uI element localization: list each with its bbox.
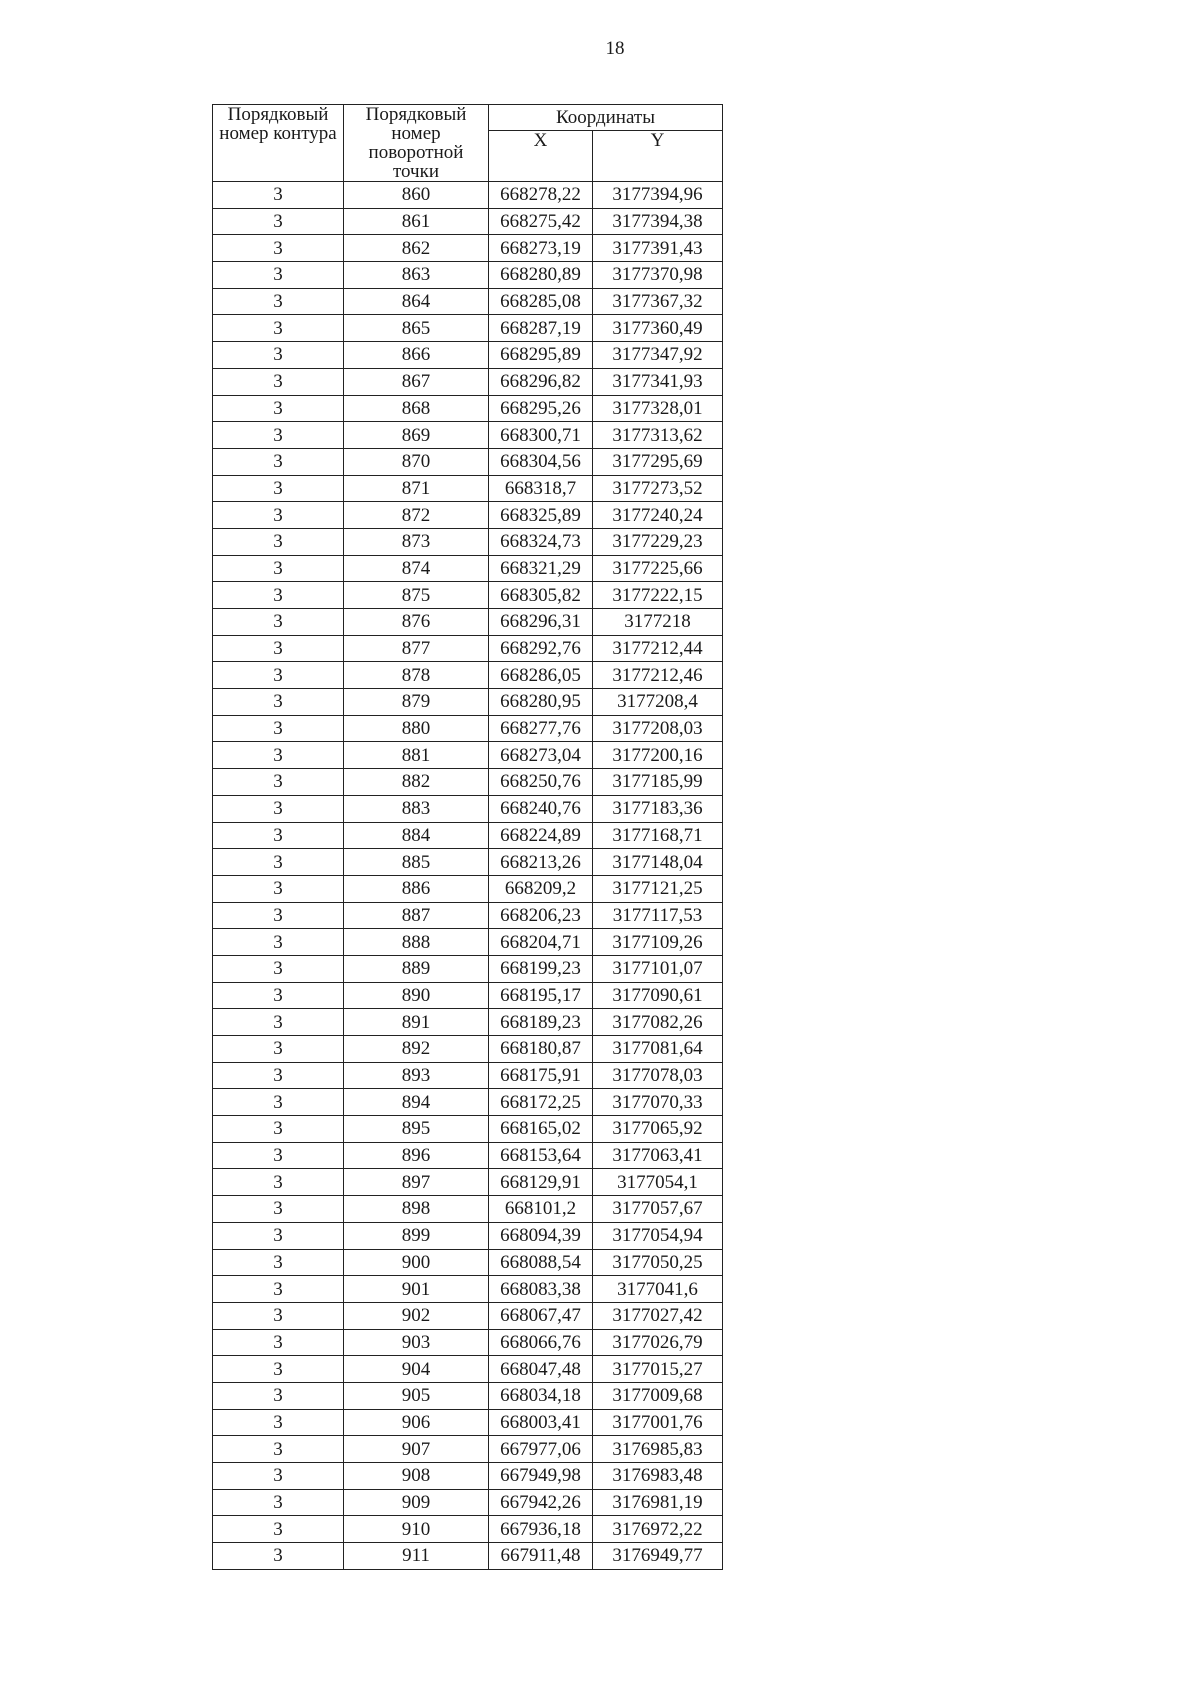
cell-contour: 3 — [213, 368, 344, 395]
cell-contour: 3 — [213, 1169, 344, 1196]
cell-contour: 3 — [213, 422, 344, 449]
cell-contour: 3 — [213, 1543, 344, 1570]
cell-y: 3177218 — [593, 609, 723, 636]
cell-y: 3177200,16 — [593, 742, 723, 769]
cell-contour: 3 — [213, 208, 344, 235]
cell-point: 892 — [344, 1036, 489, 1063]
cell-contour: 3 — [213, 902, 344, 929]
header-contour-number — [213, 105, 344, 182]
table-row — [213, 1516, 723, 1543]
cell-y: 3177078,03 — [593, 1062, 723, 1089]
cell-point: 881 — [344, 742, 489, 769]
cell-y: 3177208,03 — [593, 715, 723, 742]
cell-contour: 3 — [213, 1489, 344, 1516]
cell-contour: 3 — [213, 742, 344, 769]
cell-contour: 3 — [213, 609, 344, 636]
table-row — [213, 235, 723, 262]
cell-y: 3177341,93 — [593, 368, 723, 395]
cell-point: 875 — [344, 582, 489, 609]
cell-x: 668273,04 — [489, 742, 593, 769]
cell-point: 880 — [344, 715, 489, 742]
cell-y: 3177222,15 — [593, 582, 723, 609]
cell-y: 3177391,43 — [593, 235, 723, 262]
cell-point: 895 — [344, 1116, 489, 1143]
cell-x: 668304,56 — [489, 448, 593, 475]
cell-point: 896 — [344, 1142, 489, 1169]
cell-y: 3177026,79 — [593, 1329, 723, 1356]
cell-contour: 3 — [213, 849, 344, 876]
cell-x: 668094,39 — [489, 1222, 593, 1249]
cell-y: 3177054,94 — [593, 1222, 723, 1249]
cell-y: 3177057,67 — [593, 1196, 723, 1223]
cell-x: 668325,89 — [489, 502, 593, 529]
cell-x: 668280,95 — [489, 689, 593, 716]
cell-x: 668292,76 — [489, 635, 593, 662]
cell-x: 668286,05 — [489, 662, 593, 689]
cell-x: 668204,71 — [489, 929, 593, 956]
table-row — [213, 208, 723, 235]
cell-contour: 3 — [213, 395, 344, 422]
cell-point: 908 — [344, 1463, 489, 1490]
cell-contour: 3 — [213, 1436, 344, 1463]
table-row — [213, 769, 723, 796]
table-row — [213, 1036, 723, 1063]
cell-x: 667936,18 — [489, 1516, 593, 1543]
coordinates-table — [212, 104, 723, 1570]
table-row — [213, 1062, 723, 1089]
table-row — [213, 1169, 723, 1196]
cell-y: 3176985,83 — [593, 1436, 723, 1463]
cell-contour: 3 — [213, 342, 344, 369]
cell-y: 3177121,25 — [593, 875, 723, 902]
table-row — [213, 1543, 723, 1570]
cell-x: 668172,25 — [489, 1089, 593, 1116]
cell-y: 3177370,98 — [593, 262, 723, 289]
cell-x: 668250,76 — [489, 769, 593, 796]
table-row — [213, 1302, 723, 1329]
table-row — [213, 635, 723, 662]
cell-y: 3177063,41 — [593, 1142, 723, 1169]
cell-contour: 3 — [213, 1089, 344, 1116]
cell-contour: 3 — [213, 795, 344, 822]
header-coordinates: Координаты — [489, 105, 723, 131]
cell-x: 668275,42 — [489, 208, 593, 235]
cell-point: 877 — [344, 635, 489, 662]
cell-contour: 3 — [213, 875, 344, 902]
cell-y: 3177009,68 — [593, 1382, 723, 1409]
cell-point: 884 — [344, 822, 489, 849]
cell-x: 668295,26 — [489, 395, 593, 422]
table-row — [213, 315, 723, 342]
cell-y: 3177070,33 — [593, 1089, 723, 1116]
table-row — [213, 555, 723, 582]
cell-contour: 3 — [213, 1062, 344, 1089]
table-row — [213, 1142, 723, 1169]
cell-point: 887 — [344, 902, 489, 929]
cell-x: 668153,64 — [489, 1142, 593, 1169]
table-row — [213, 182, 723, 209]
cell-contour: 3 — [213, 635, 344, 662]
table-row — [213, 1489, 723, 1516]
cell-contour: 3 — [213, 528, 344, 555]
table-header — [213, 105, 723, 182]
cell-point: 861 — [344, 208, 489, 235]
cell-contour: 3 — [213, 582, 344, 609]
cell-contour: 3 — [213, 262, 344, 289]
cell-point: 897 — [344, 1169, 489, 1196]
cell-point: 890 — [344, 982, 489, 1009]
cell-y: 3177295,69 — [593, 448, 723, 475]
cell-contour: 3 — [213, 1196, 344, 1223]
cell-point: 869 — [344, 422, 489, 449]
cell-contour: 3 — [213, 1142, 344, 1169]
table-row — [213, 502, 723, 529]
cell-contour: 3 — [213, 929, 344, 956]
cell-x: 668296,31 — [489, 609, 593, 636]
cell-contour: 3 — [213, 955, 344, 982]
table-row — [213, 1009, 723, 1036]
cell-y: 3177273,52 — [593, 475, 723, 502]
cell-point: 903 — [344, 1329, 489, 1356]
table-row — [213, 1222, 723, 1249]
cell-y: 3177313,62 — [593, 422, 723, 449]
cell-x: 668240,76 — [489, 795, 593, 822]
table-row — [213, 288, 723, 315]
cell-contour: 3 — [213, 475, 344, 502]
cell-y: 3177347,92 — [593, 342, 723, 369]
cell-y: 3177041,6 — [593, 1276, 723, 1303]
table-row — [213, 609, 723, 636]
cell-x: 668305,82 — [489, 582, 593, 609]
cell-x: 668324,73 — [489, 528, 593, 555]
cell-y: 3177090,61 — [593, 982, 723, 1009]
cell-y: 3177065,92 — [593, 1116, 723, 1143]
cell-x: 668318,7 — [489, 475, 593, 502]
cell-point: 864 — [344, 288, 489, 315]
cell-contour: 3 — [213, 1302, 344, 1329]
cell-contour: 3 — [213, 1222, 344, 1249]
cell-point: 878 — [344, 662, 489, 689]
table-row — [213, 875, 723, 902]
table-row — [213, 1356, 723, 1383]
cell-contour: 3 — [213, 982, 344, 1009]
header-contour-line2: номер контура — [219, 123, 337, 144]
cell-x: 668003,41 — [489, 1409, 593, 1436]
cell-contour: 3 — [213, 715, 344, 742]
cell-point: 873 — [344, 528, 489, 555]
cell-x: 668067,47 — [489, 1302, 593, 1329]
cell-y: 3177360,49 — [593, 315, 723, 342]
table-row — [213, 582, 723, 609]
cell-x: 668285,08 — [489, 288, 593, 315]
table-row — [213, 662, 723, 689]
cell-point: 899 — [344, 1222, 489, 1249]
cell-x: 668280,89 — [489, 262, 593, 289]
header-x: X — [489, 131, 593, 182]
table-row — [213, 528, 723, 555]
header-point-line3: поворотной — [368, 142, 464, 163]
cell-x: 668295,89 — [489, 342, 593, 369]
cell-point: 865 — [344, 315, 489, 342]
cell-point: 862 — [344, 235, 489, 262]
cell-x: 668083,38 — [489, 1276, 593, 1303]
cell-y: 3177148,04 — [593, 849, 723, 876]
cell-y: 3177225,66 — [593, 555, 723, 582]
cell-point: 885 — [344, 849, 489, 876]
cell-point: 876 — [344, 609, 489, 636]
cell-y: 3177394,38 — [593, 208, 723, 235]
cell-point: 882 — [344, 769, 489, 796]
cell-contour: 3 — [213, 822, 344, 849]
table-row — [213, 1409, 723, 1436]
cell-x: 668180,87 — [489, 1036, 593, 1063]
cell-y: 3177101,07 — [593, 955, 723, 982]
cell-x: 667942,26 — [489, 1489, 593, 1516]
cell-point: 879 — [344, 689, 489, 716]
cell-point: 886 — [344, 875, 489, 902]
cell-y: 3177208,4 — [593, 689, 723, 716]
table-row — [213, 368, 723, 395]
cell-y: 3177109,26 — [593, 929, 723, 956]
header-point-line4: точки — [392, 161, 439, 182]
cell-contour: 3 — [213, 315, 344, 342]
cell-x: 668206,23 — [489, 902, 593, 929]
table-row — [213, 902, 723, 929]
cell-y: 3177367,32 — [593, 288, 723, 315]
cell-y: 3177183,36 — [593, 795, 723, 822]
cell-point: 909 — [344, 1489, 489, 1516]
table-row — [213, 715, 723, 742]
cell-y: 3177050,25 — [593, 1249, 723, 1276]
cell-point: 902 — [344, 1302, 489, 1329]
cell-point: 863 — [344, 262, 489, 289]
cell-x: 668296,82 — [489, 368, 593, 395]
cell-contour: 3 — [213, 502, 344, 529]
cell-contour: 3 — [213, 288, 344, 315]
cell-contour: 3 — [213, 1382, 344, 1409]
cell-contour: 3 — [213, 1463, 344, 1490]
cell-point: 868 — [344, 395, 489, 422]
cell-y: 3177328,01 — [593, 395, 723, 422]
cell-point: 874 — [344, 555, 489, 582]
cell-x: 668278,22 — [489, 182, 593, 209]
cell-point: 898 — [344, 1196, 489, 1223]
cell-x: 668088,54 — [489, 1249, 593, 1276]
cell-x: 668300,71 — [489, 422, 593, 449]
cell-x: 668195,17 — [489, 982, 593, 1009]
cell-y: 3177027,42 — [593, 1302, 723, 1329]
cell-point: 870 — [344, 448, 489, 475]
cell-x: 668321,29 — [489, 555, 593, 582]
cell-x: 668189,23 — [489, 1009, 593, 1036]
table-row — [213, 1276, 723, 1303]
header-contour-line1: Порядковый — [227, 104, 329, 125]
table-row — [213, 448, 723, 475]
cell-x: 668287,19 — [489, 315, 593, 342]
page-number: 18 — [605, 38, 625, 59]
cell-contour: 3 — [213, 235, 344, 262]
cell-point: 872 — [344, 502, 489, 529]
table-row — [213, 1196, 723, 1223]
table-row — [213, 929, 723, 956]
cell-contour: 3 — [213, 1329, 344, 1356]
cell-point: 901 — [344, 1276, 489, 1303]
cell-y: 3177240,24 — [593, 502, 723, 529]
cell-contour: 3 — [213, 1356, 344, 1383]
table-row — [213, 982, 723, 1009]
cell-contour: 3 — [213, 182, 344, 209]
cell-x: 667911,48 — [489, 1543, 593, 1570]
table-row — [213, 689, 723, 716]
cell-y: 3177168,71 — [593, 822, 723, 849]
table-row — [213, 342, 723, 369]
cell-x: 668129,91 — [489, 1169, 593, 1196]
cell-x: 668165,02 — [489, 1116, 593, 1143]
cell-point: 906 — [344, 1409, 489, 1436]
cell-contour: 3 — [213, 448, 344, 475]
cell-y: 3177394,96 — [593, 182, 723, 209]
cell-point: 888 — [344, 929, 489, 956]
table-row — [213, 395, 723, 422]
header-point-number — [344, 105, 489, 182]
cell-point: 910 — [344, 1516, 489, 1543]
cell-y: 3176949,77 — [593, 1543, 723, 1570]
cell-contour: 3 — [213, 1116, 344, 1143]
cell-x: 668066,76 — [489, 1329, 593, 1356]
cell-point: 894 — [344, 1089, 489, 1116]
cell-x: 667977,06 — [489, 1436, 593, 1463]
table-row — [213, 1436, 723, 1463]
cell-y: 3177212,44 — [593, 635, 723, 662]
table-row — [213, 742, 723, 769]
table-row — [213, 1329, 723, 1356]
cell-x: 668209,2 — [489, 875, 593, 902]
cell-y: 3177015,27 — [593, 1356, 723, 1383]
cell-point: 907 — [344, 1436, 489, 1463]
cell-y: 3176972,22 — [593, 1516, 723, 1543]
cell-point: 883 — [344, 795, 489, 822]
table-row — [213, 1463, 723, 1490]
cell-point: 900 — [344, 1249, 489, 1276]
cell-point: 867 — [344, 368, 489, 395]
cell-y: 3177082,26 — [593, 1009, 723, 1036]
cell-y: 3177117,53 — [593, 902, 723, 929]
cell-x: 668213,26 — [489, 849, 593, 876]
cell-contour: 3 — [213, 1009, 344, 1036]
cell-x: 668101,2 — [489, 1196, 593, 1223]
cell-point: 904 — [344, 1356, 489, 1383]
cell-point: 893 — [344, 1062, 489, 1089]
cell-contour: 3 — [213, 1516, 344, 1543]
header-point-line2: номер — [391, 123, 441, 144]
cell-contour: 3 — [213, 1036, 344, 1063]
cell-point: 871 — [344, 475, 489, 502]
cell-y: 3177001,76 — [593, 1409, 723, 1436]
cell-x: 668224,89 — [489, 822, 593, 849]
table-row — [213, 1116, 723, 1143]
cell-y: 3177229,23 — [593, 528, 723, 555]
cell-y: 3176983,48 — [593, 1463, 723, 1490]
cell-x: 668034,18 — [489, 1382, 593, 1409]
table-row — [213, 475, 723, 502]
cell-contour: 3 — [213, 1409, 344, 1436]
cell-point: 911 — [344, 1543, 489, 1570]
table-body — [213, 182, 723, 1570]
cell-x: 668277,76 — [489, 715, 593, 742]
table-row — [213, 1089, 723, 1116]
cell-contour: 3 — [213, 1276, 344, 1303]
table-row — [213, 849, 723, 876]
cell-x: 668273,19 — [489, 235, 593, 262]
table-row — [213, 955, 723, 982]
cell-y: 3176981,19 — [593, 1489, 723, 1516]
cell-point: 866 — [344, 342, 489, 369]
cell-y: 3177081,64 — [593, 1036, 723, 1063]
cell-y: 3177185,99 — [593, 769, 723, 796]
table-row — [213, 1249, 723, 1276]
cell-contour: 3 — [213, 662, 344, 689]
cell-y: 3177212,46 — [593, 662, 723, 689]
header-point-line1: Порядковый — [365, 104, 467, 125]
cell-x: 668175,91 — [489, 1062, 593, 1089]
cell-contour: 3 — [213, 1249, 344, 1276]
cell-contour: 3 — [213, 769, 344, 796]
cell-point: 889 — [344, 955, 489, 982]
cell-point: 891 — [344, 1009, 489, 1036]
cell-point: 860 — [344, 182, 489, 209]
cell-contour: 3 — [213, 555, 344, 582]
cell-x: 667949,98 — [489, 1463, 593, 1490]
table-row — [213, 1382, 723, 1409]
header-y: Y — [593, 131, 723, 182]
cell-x: 668047,48 — [489, 1356, 593, 1383]
table-row — [213, 795, 723, 822]
cell-point: 905 — [344, 1382, 489, 1409]
cell-contour: 3 — [213, 689, 344, 716]
cell-y: 3177054,1 — [593, 1169, 723, 1196]
table-row — [213, 422, 723, 449]
cell-x: 668199,23 — [489, 955, 593, 982]
table-row — [213, 822, 723, 849]
table-row — [213, 262, 723, 289]
